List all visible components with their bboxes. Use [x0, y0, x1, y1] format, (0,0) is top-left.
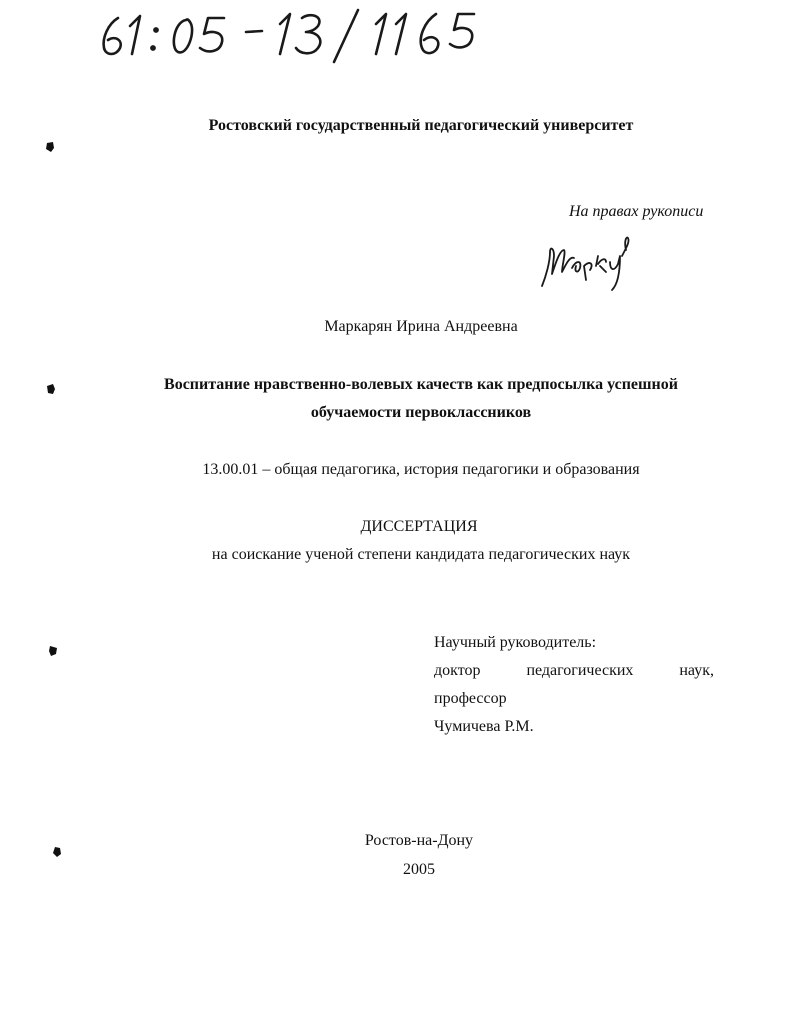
degree-line: на соискание ученой степени кандидата педагогических наук — [211, 546, 631, 563]
binding-hole-mark — [45, 141, 55, 153]
year: 2005 — [403, 861, 435, 878]
supervisor-degree-word: доктор — [434, 662, 481, 679]
city: Ростов-на-Дону — [364, 832, 474, 849]
rights-note: На правах рукописи — [569, 203, 704, 220]
supervisor-rank: профессор — [434, 690, 507, 707]
specialty-code: 13.00.01 – общая педагогика, история педагогики и образования — [202, 461, 640, 478]
author-name: Маркарян Ирина Андреевна — [324, 318, 518, 335]
handwritten-signature — [536, 226, 636, 292]
supervisor-degree-word: педагогических — [526, 662, 634, 679]
document-type: ДИССЕРТАЦИЯ — [360, 518, 478, 535]
binding-hole-mark — [48, 645, 58, 657]
handwritten-archive-code — [96, 4, 516, 66]
supervisor-degree-word: наук, — [679, 662, 714, 679]
dissertation-title-line2: обучаемости первоклассников — [310, 404, 532, 421]
supervisor-degree — [434, 661, 714, 681]
university-name: Ростовский государственный педагогический университет — [208, 117, 634, 134]
dissertation-title-line1: Воспитание нравственно-волевых качеств как предпосылка успешной — [164, 376, 678, 393]
supervisor-name: Чумичева Р.М. — [434, 718, 534, 735]
supervisor-label: Научный руководитель: — [434, 634, 597, 651]
